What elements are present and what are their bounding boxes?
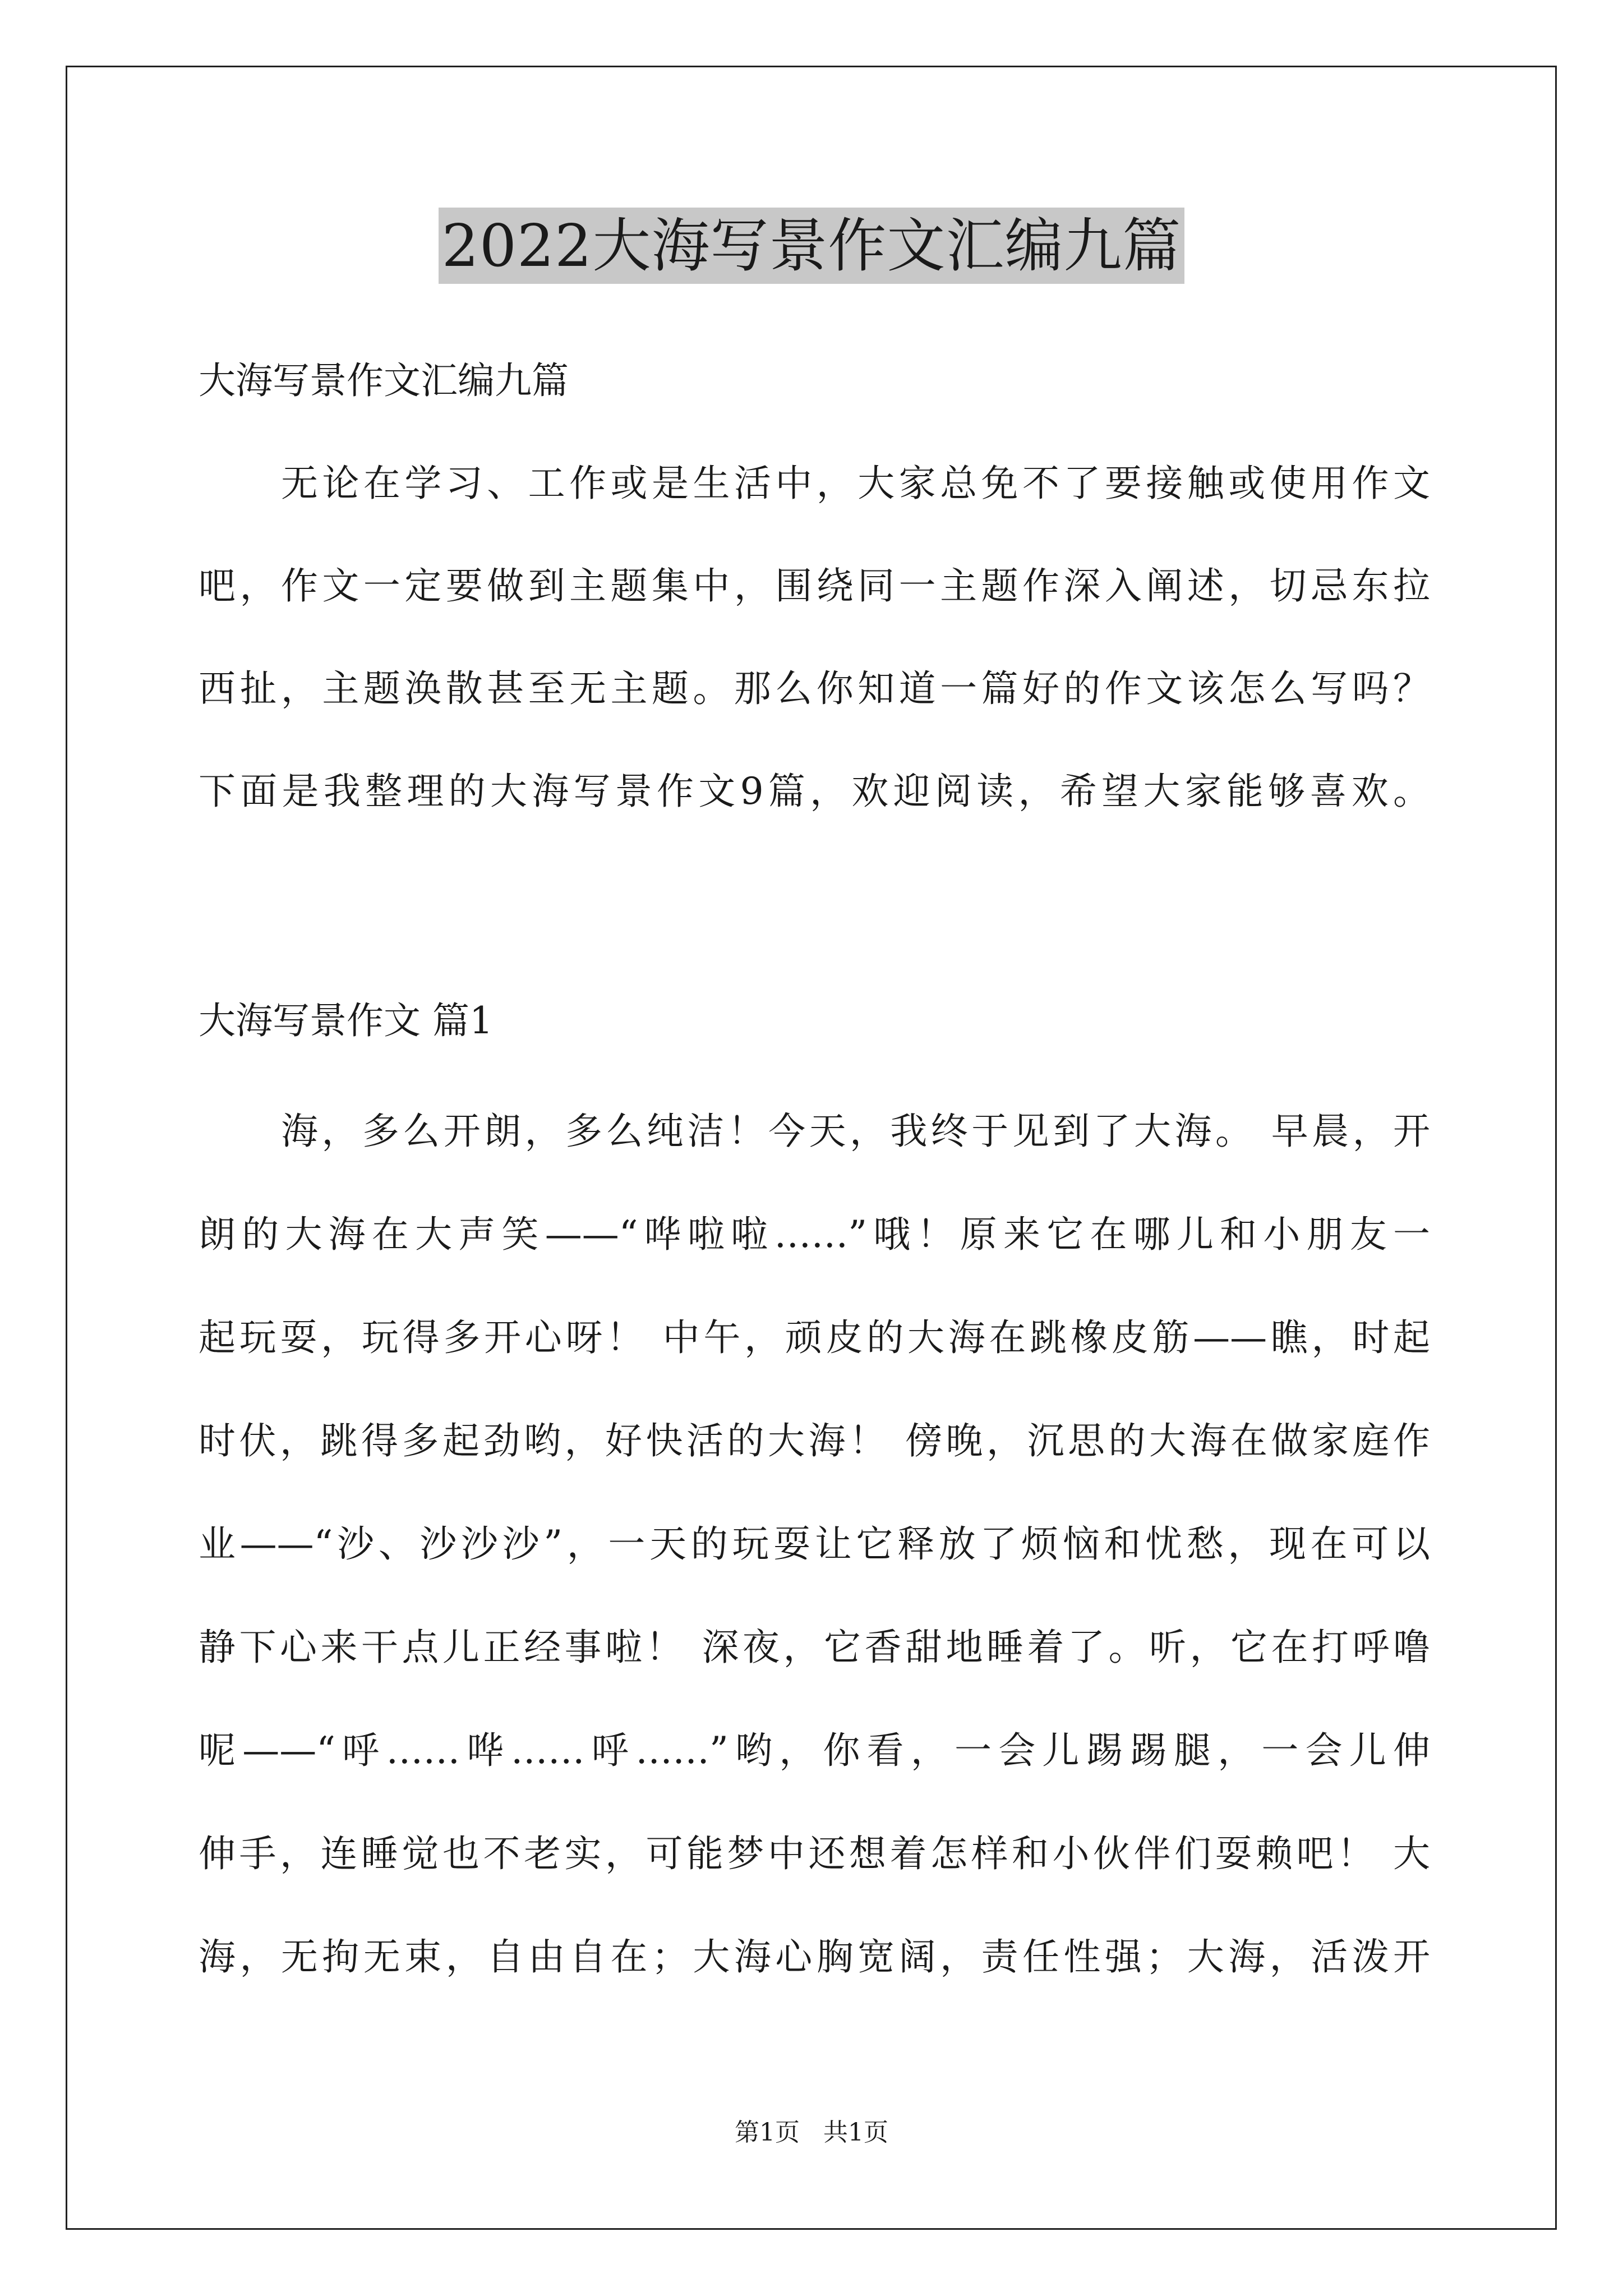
section-line: 静下心来干点儿正经事啦！ 深夜，它香甜地睡着了。听，它在打呼噜 — [199, 1626, 1430, 1669]
intro-line: 下面是我整理的大海写景作文9篇，欢迎阅读，希望大家能够喜欢。 — [199, 770, 1430, 813]
section-line: 起玩耍，玩得多开心呀！ 中午，顽皮的大海在跳橡皮筋——瞧，时起 — [199, 1316, 1430, 1359]
title-container — [0, 208, 1623, 284]
intro-line: 吧，作文一定要做到主题集中，围绕同一主题作深入阐述，切忌东拉 — [199, 564, 1430, 608]
section-heading: 大海写景作文 篇1 — [199, 999, 493, 1042]
section-line: 海，无拘无束，自由自在；大海心胸宽阔，责任性强；大海，活泼开 — [199, 1935, 1430, 1978]
section-line: 时伏，跳得多起劲哟，好快活的大海！ 傍晚，沉思的大海在做家庭作 — [199, 1419, 1430, 1462]
page-footer: 第1页 共1页 — [735, 2118, 888, 2147]
section-line: 伸手，连睡觉也不老实，可能梦中还想着怎样和小伙伴们耍赖吧！ 大 — [199, 1832, 1430, 1875]
document-subtitle: 大海写景作文汇编九篇 — [199, 359, 569, 402]
section-line: 业——“沙、沙沙沙”，一天的玩耍让它释放了烦恼和忧愁，现在可以 — [199, 1522, 1430, 1566]
section-line: 呢——“呼……哗……呼……”哟，你看，一会儿踢踢腿，一会儿伸 — [199, 1729, 1430, 1772]
section-line: 海，多么开朗，多么纯洁！今天，我终于见到了大海。 早晨，开 — [281, 1110, 1430, 1153]
intro-line: 西扯，主题涣散甚至无主题。那么你知道一篇好的作文该怎么写吗？ — [199, 667, 1430, 710]
document-title: 2022大海写景作文汇编九篇 — [439, 208, 1185, 284]
section-line: 朗的大海在大声笑——“哗啦啦……”哦！原来它在哪儿和小朋友一 — [199, 1213, 1430, 1256]
intro-line: 无论在学习、工作或是生活中，大家总免不了要接触或使用作文 — [281, 462, 1430, 505]
